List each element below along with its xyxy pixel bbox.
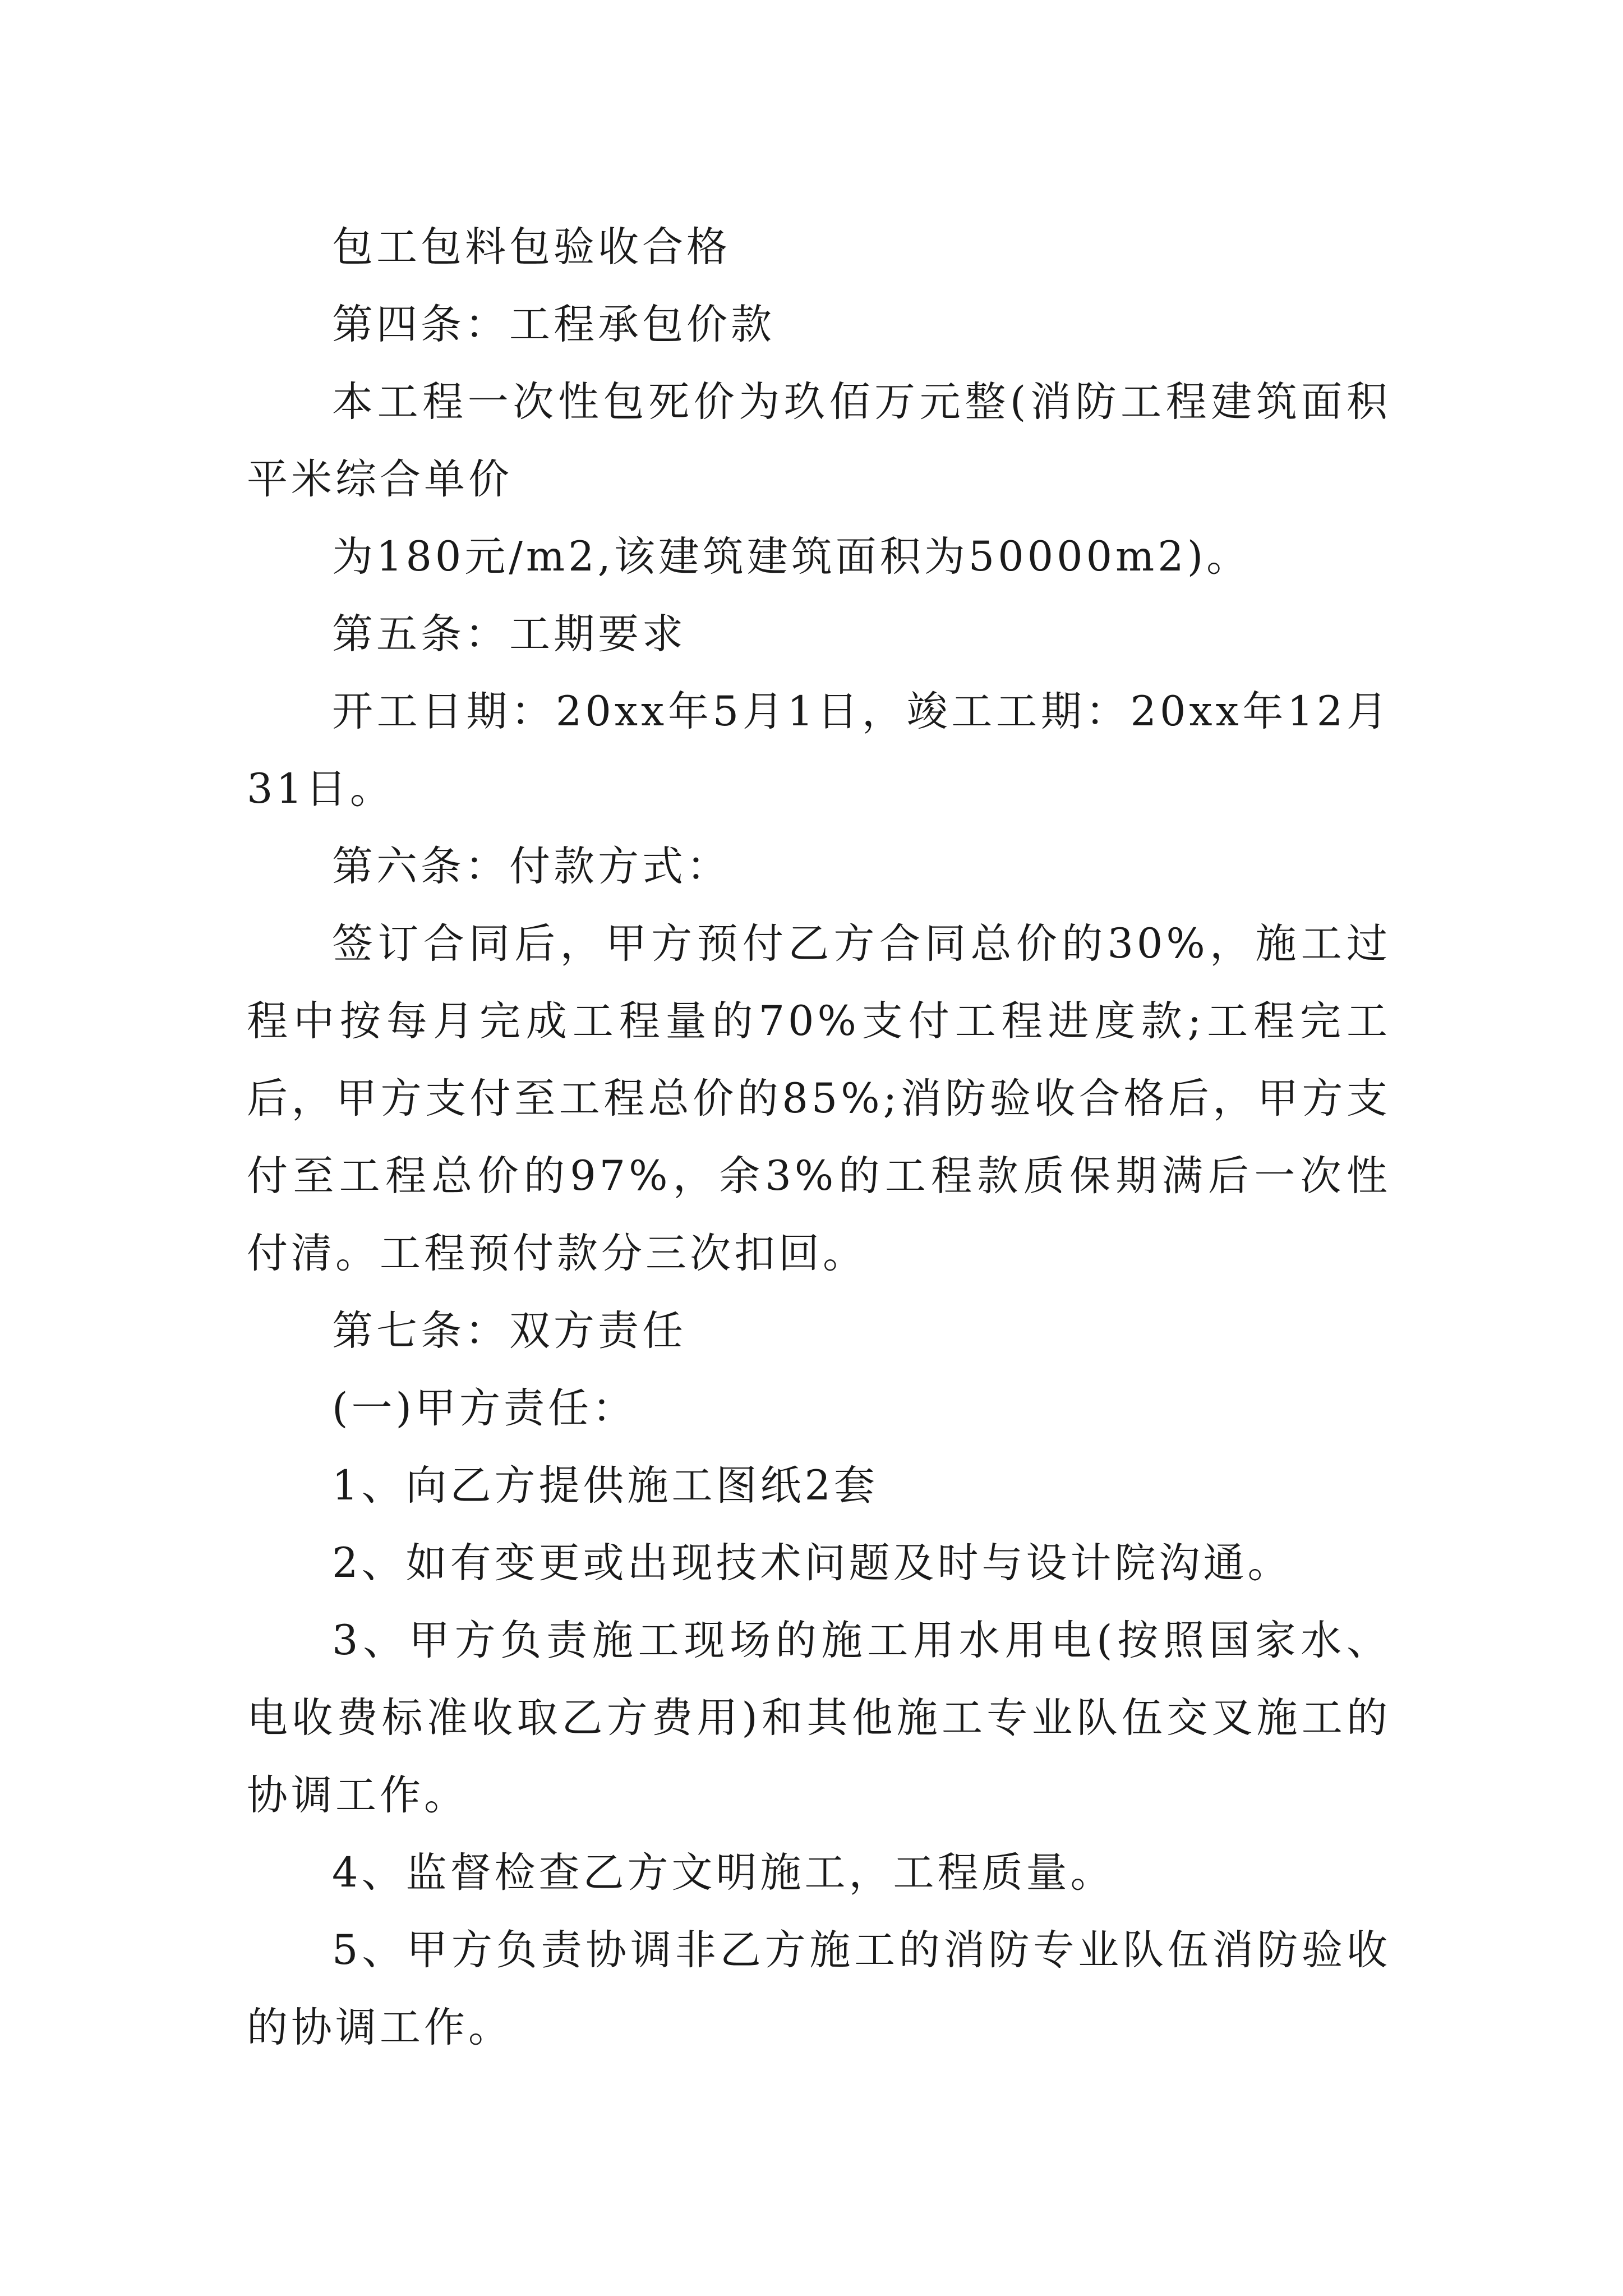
- paragraph-schedule: 开工日期：20xx年5月1日，竣工工期：20xx年12月31日。: [247, 688, 1391, 813]
- paragraph-scope: 包工包料包验收合格: [332, 223, 731, 271]
- heading-party-a-duties: (一)甲方责任：: [332, 1384, 637, 1432]
- heading-article-7: 第七条：双方责任: [332, 1307, 686, 1355]
- paragraph-unit-price: 为180元/m2,该建筑建筑面积为50000m2)。: [332, 533, 1251, 581]
- heading-article-5: 第五条：工期要求: [332, 610, 686, 658]
- list-item-1: 1、向乙方提供施工图纸2套: [332, 1462, 878, 1510]
- document-body: [247, 209, 1391, 2067]
- list-item-3: 3、甲方负责施工现场的施工用水用电(按照国家水、电收费标准收取乙方费用)和其他施工专业队伍交叉施工的协调工作。: [247, 1617, 1391, 1819]
- list-item-2: 2、如有变更或出现技术问题及时与设计院沟通。: [332, 1539, 1292, 1587]
- list-item-5: 5、甲方负责协调非乙方施工的消防专业队伍消防验收的协调工作。: [247, 1926, 1391, 2051]
- heading-article-4: 第四条：工程承包价款: [332, 301, 775, 348]
- paragraph-payment: 签订合同后，甲方预付乙方合同总价的30%，施工过程中按每月完成工程量的70%支付工程进度款;工程完工后，甲方支付至工程总价的85%;消防验收合格后，甲方支付至工程总价的97%，余3%的工程款质保期满后一次性付清。工程预付款分三次扣回。: [247, 920, 1391, 1277]
- paragraph-price: 本工程一次性包死价为玖佰万元整(消防工程建筑面积平米综合单价: [247, 378, 1391, 503]
- list-item-4: 4、监督检查乙方文明施工，工程质量。: [332, 1849, 1115, 1897]
- heading-article-6: 第六条：付款方式：: [332, 843, 731, 890]
